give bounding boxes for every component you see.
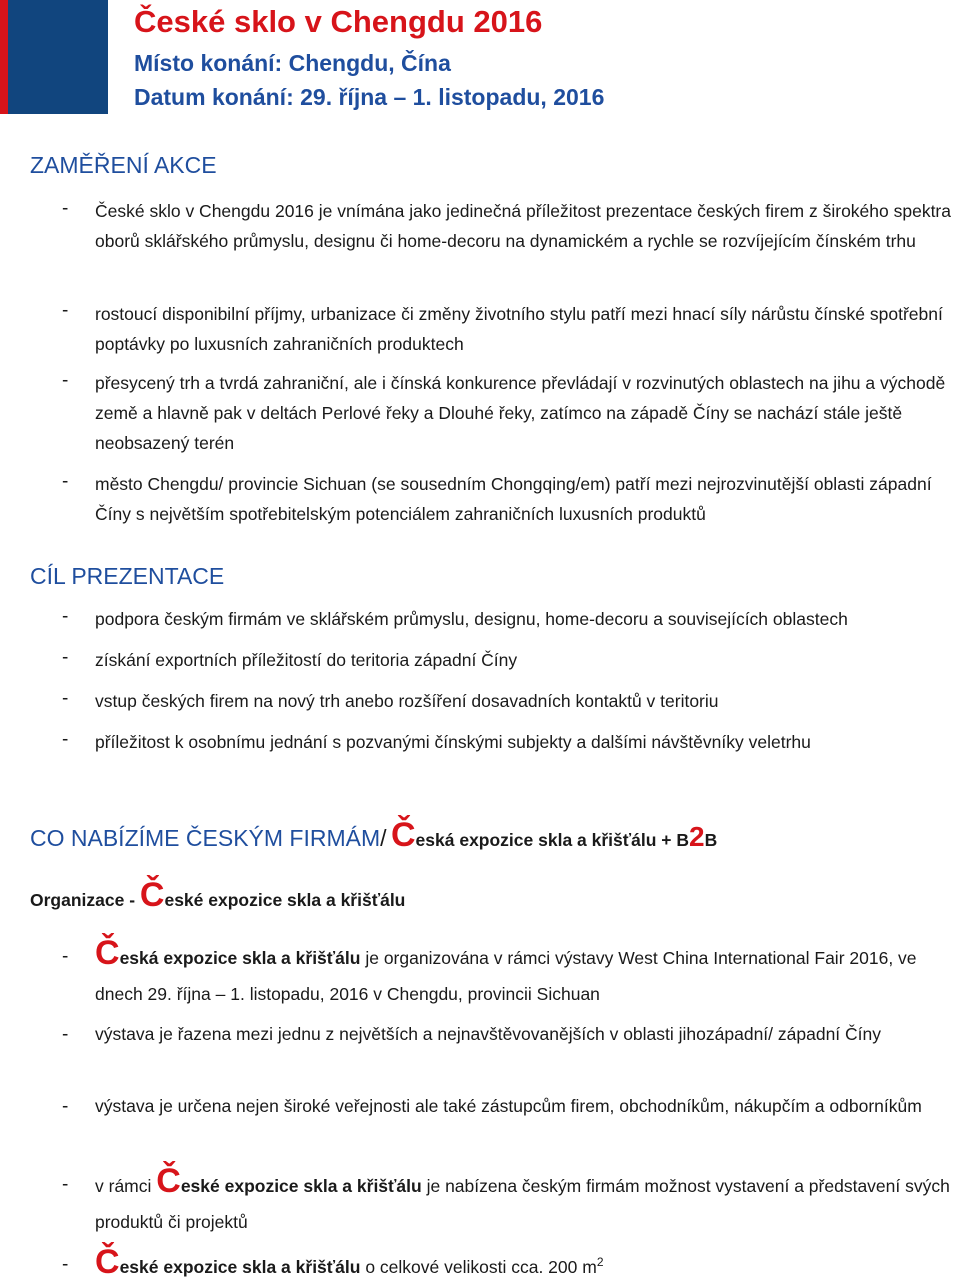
list-dash: -: [62, 471, 69, 492]
list-dash: -: [62, 606, 69, 627]
list-dash: -: [62, 647, 69, 668]
list-dash: -: [62, 300, 69, 321]
list-dash: -: [62, 688, 69, 709]
offer-b2-two: 2: [689, 821, 705, 852]
goal-item-1: podpora českým firmám ve sklářském průmyslu, designu, home-decoru a souvisejících oblastech: [95, 609, 848, 629]
focus-item-4: město Chengdu/ provincie Sichuan (se sousedním Chongqing/em) patří mezi nejrozvinutější oblasti západní Číny s největším spotřebitelským potenciálem zahraničních luxusních produktů: [95, 474, 932, 524]
offer-slash: /: [380, 825, 387, 851]
org-item-3: výstava je určena nejen široké veřejnosti ale také zástupcům firem, obchodníkům, nákupčím a odborníkům: [95, 1096, 922, 1116]
offer-heading: CO NABÍZÍME ČESKÝM FIRMÁM: [30, 825, 381, 851]
offer-cap-letter: Č: [390, 816, 416, 854]
offer-b2-end: B: [704, 830, 718, 850]
event-place: Místo konání: Chengdu, Čína: [134, 50, 451, 76]
goal-item-2: získání exportních příležitostí do teritoria západní Číny: [95, 650, 518, 670]
goal-item-4: příležitost k osobnímu jednání s pozvanými čínskými subjekty a dalšími návštěvníky veletrhu: [95, 732, 811, 752]
org-item-bold: eské expozice skla a křišťálu: [180, 1176, 422, 1196]
org-item-1: [95, 936, 955, 1012]
org-item-text: je organizována v rámci výstavy West China International Fair 2016, ve dnech 29. října – 1. listopadu, 2016 v Chengdu, provincii Sichuan: [95, 948, 917, 1004]
list-dash: -: [62, 946, 69, 967]
offer-subtitle: eská expozice skla a křišťálu + B: [415, 830, 690, 850]
section-heading-goal: CÍL PREZENTACE: [30, 563, 225, 589]
org-prefix: Organizace -: [30, 890, 140, 910]
org-item-2: výstava je řazena mezi jednu z největších a nejnavštěvovanějších v oblasti jihozápadní/ západní Číny: [95, 1024, 882, 1044]
list-dash: -: [62, 370, 69, 391]
flag-blue-block: [8, 0, 108, 114]
org-item-4: [95, 1164, 955, 1240]
org-heading: [30, 878, 405, 912]
list-dash: -: [62, 729, 69, 750]
superscript-two: 2: [596, 1255, 604, 1269]
org-cap-letter: Č: [139, 876, 165, 914]
section-heading-offer: [30, 818, 717, 853]
focus-item-1: České sklo v Chengdu 2016 je vnímána jako jedinečná příležitost prezentace českých firem z širokého spektra oborů sklářského průmyslu, designu či home-decoru na dynamickém a rychle se rozvíjejícím čínském trhu: [95, 201, 951, 251]
org-item-bold: eské expozice skla a křišťálu: [119, 1256, 361, 1277]
org-item-cap: Č: [95, 934, 120, 972]
flag-logo: [0, 0, 114, 114]
org-title: eské expozice skla a křišťálu: [164, 890, 406, 910]
org-item-text: o celkové velikosti cca. 200 m: [360, 1256, 597, 1277]
list-dash: -: [62, 1254, 69, 1275]
focus-item-2: rostoucí disponibilní příjmy, urbanizace či změny životního stylu patří mezi hnací síly nárůstu čínské spotřební poptávky po luxusních zahraničních produktech: [95, 304, 943, 354]
page-title: České sklo v Chengdu 2016: [134, 4, 543, 39]
flag-gap: [108, 0, 114, 114]
goal-item-3: vstup českých firem na nový trh anebo rozšíření dosavadních kontaktů v teritoriu: [95, 691, 719, 711]
list-dash: -: [62, 1096, 69, 1117]
org-item-text: je nabízena českým firmám možnost vystavení a představení svých produktů či projektů: [95, 1176, 950, 1232]
org-item-cap: Č: [156, 1162, 181, 1200]
org-item-cap: Č: [95, 1242, 120, 1281]
flag-red-stripe: [0, 0, 8, 114]
list-dash: -: [62, 198, 69, 219]
section-heading-focus: ZAMĚŘENÍ AKCE: [30, 152, 217, 178]
list-dash: -: [62, 1024, 69, 1045]
event-date: Datum konání: 29. října – 1. listopadu, 2016: [134, 84, 605, 110]
list-dash: -: [62, 1174, 69, 1195]
org-item-5: [95, 1244, 955, 1285]
org-item-bold: eská expozice skla a křišťálu: [119, 948, 361, 968]
org-item-pre: v rámci: [95, 1176, 157, 1196]
focus-item-3: přesycený trh a tvrdá zahraniční, ale i čínská konkurence převládají v rozvinutých oblastech na jihu a východě země a hlavně pak v deltách Perlové řeky a Dlouhé řeky, zatímco na západě Číny se nachází stále ještě neobsazený terén: [95, 373, 946, 453]
